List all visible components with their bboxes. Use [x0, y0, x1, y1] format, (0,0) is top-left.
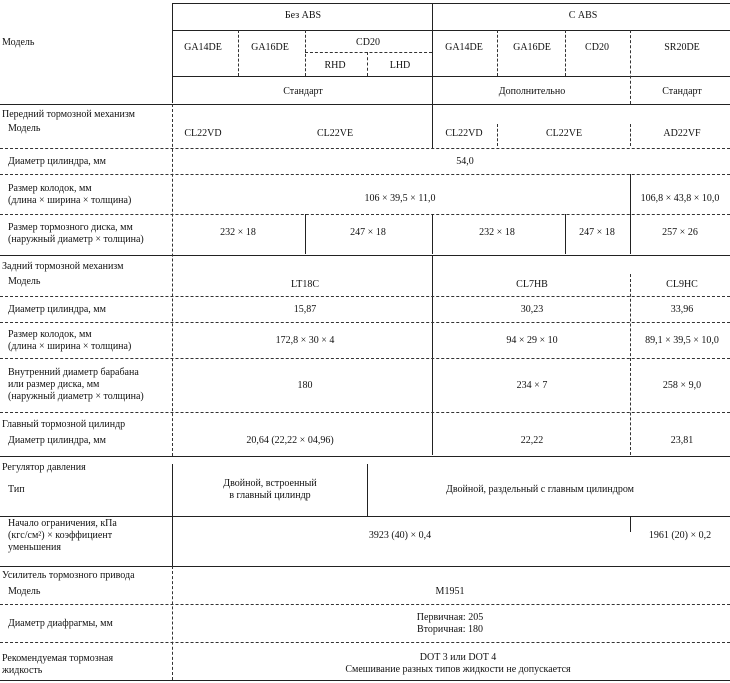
front-disc-3: 232 × 18: [479, 227, 515, 238]
regulator-limit-label-2: (кгс/см²) × коэффициент: [8, 530, 113, 541]
fluid-value-2: Смешивание разных типов жидкости не допускается: [345, 664, 571, 675]
standard-label-sr20: Стандарт: [662, 86, 702, 97]
rule: [630, 274, 631, 455]
rule: [630, 516, 631, 532]
rear-drum-3: 258 × 9,0: [662, 380, 702, 391]
front-pads-value-1: 106 × 39,5 × 11,0: [364, 193, 436, 204]
rule: [0, 680, 730, 681]
front-model-2: CL22VE: [316, 128, 354, 139]
front-pads-label-2: (длина × ширина × толщина): [8, 195, 132, 206]
regulator-type-2: Двойной, раздельный с главным цилиндром: [446, 484, 634, 495]
with-abs-heading: С ABS: [568, 10, 598, 21]
rear-section-title: Задний тормозной механизм: [2, 261, 124, 272]
rear-drum-label-3: (наружный диаметр × толщина): [8, 391, 144, 402]
front-model-4: CL22VE: [545, 128, 583, 139]
regulator-type-1b: в главный цилиндр: [229, 490, 311, 501]
rule: [0, 214, 730, 215]
regulator-section-title: Регулятор давления: [2, 462, 86, 473]
regulator-limit-1: 3923 (40) × 0,4: [368, 530, 432, 541]
diaphragm-secondary: Вторичная: 180: [417, 624, 483, 635]
engine-ga14de: GA14DE: [184, 42, 222, 53]
regulator-type-1a: Двойной, встроенный: [223, 478, 317, 489]
rule: [305, 214, 306, 254]
engine-cd20-abs: CD20: [585, 42, 609, 53]
front-cyl-value: 54,0: [456, 156, 474, 167]
rear-pads-1: 172,8 × 30 × 4: [275, 335, 335, 346]
fluid-value-1: DOT 3 или DOT 4: [419, 652, 497, 663]
fluid-label-1: Рекомендуемая тормозная: [2, 653, 114, 664]
master-section-title: Главный тормозной цилиндр: [2, 419, 126, 430]
rule: [172, 76, 730, 77]
booster-model-label: Модель: [8, 586, 41, 597]
rule: [0, 456, 730, 457]
no-abs-heading: Без ABS: [284, 10, 322, 21]
standard-label: Стандарт: [283, 86, 323, 97]
model-label: Модель: [2, 37, 35, 48]
engine-sr20de: SR20DE: [664, 42, 700, 53]
rear-cyl-2: 30,23: [520, 304, 544, 315]
rear-cyl-3: 33,96: [670, 304, 694, 315]
rule: [0, 604, 730, 605]
rule: [630, 30, 631, 104]
rear-model-1: LT18C: [291, 279, 319, 290]
rule: [172, 566, 173, 680]
rule: [565, 30, 566, 76]
rule: [630, 124, 631, 146]
rule: [305, 30, 306, 76]
front-model-5: AD22VF: [663, 128, 701, 139]
rear-model-label: Модель: [8, 276, 41, 287]
rule: [172, 104, 173, 456]
front-disc-5: 257 × 26: [662, 227, 698, 238]
front-disc-4: 247 × 18: [579, 227, 615, 238]
booster-model-value: M1951: [435, 586, 465, 597]
rule: [0, 255, 730, 256]
fluid-label-2: жидкость: [2, 665, 43, 676]
engine-rhd: RHD: [324, 60, 346, 71]
engine-ga16de-abs: GA16DE: [513, 42, 551, 53]
front-pads-label-1: Размер колодок, мм: [8, 183, 92, 194]
front-disc-2: 247 × 18: [350, 227, 386, 238]
optional-label: Дополнительно: [498, 86, 566, 97]
rear-drum-2: 234 × 7: [516, 380, 548, 391]
front-pads-value-2: 106,8 × 43,8 × 10,0: [640, 193, 720, 204]
booster-section-title: Усилитель тормозного привода: [2, 570, 135, 581]
rear-cyl-label: Диаметр цилиндра, мм: [8, 304, 106, 315]
engine-lhd: LHD: [389, 60, 411, 71]
rear-drum-label-1: Внутренний диаметр барабана: [8, 367, 139, 378]
rule: [367, 52, 368, 76]
front-model-label: Модель: [8, 123, 41, 134]
rule: [0, 566, 730, 567]
rear-pads-2: 94 × 29 × 10: [506, 335, 558, 346]
rear-pads-3: 89,1 × 39,5 × 10,0: [645, 335, 719, 346]
master-cyl-3: 23,81: [670, 435, 694, 446]
regulator-limit-2: 1961 (20) × 0,2: [648, 530, 712, 541]
engine-ga16de: GA16DE: [251, 42, 289, 53]
front-model-1: CL22VD: [184, 128, 222, 139]
rule: [497, 124, 498, 146]
rule: [172, 516, 173, 566]
rule: [0, 148, 730, 149]
regulator-type-label: Тип: [8, 484, 25, 495]
rule: [367, 464, 368, 516]
rule: [432, 214, 433, 254]
rear-model-2: CL7HB: [516, 279, 548, 290]
rule: [305, 52, 432, 53]
engine-ga14de-abs: GA14DE: [445, 42, 483, 53]
rule: [432, 3, 433, 148]
rear-pads-label-1: Размер колодок, мм: [8, 329, 92, 340]
rule: [0, 104, 730, 105]
rule: [0, 174, 730, 175]
front-cyl-label: Диаметр цилиндра, мм: [8, 156, 106, 167]
front-model-3: CL22VD: [445, 128, 483, 139]
engine-cd20: CD20: [356, 37, 380, 48]
rear-drum-label-2: или размер диска, мм: [8, 379, 100, 390]
rear-pads-label-2: (длина × ширина × толщина): [8, 341, 132, 352]
rule: [0, 358, 730, 359]
front-section-title: Передний тормозной механизм: [2, 109, 135, 120]
rule: [172, 30, 730, 31]
rule: [432, 255, 433, 455]
front-disc-label-1: Размер тормозного диска, мм: [8, 222, 133, 233]
regulator-limit-label-3: уменьшения: [8, 542, 61, 553]
rule: [0, 516, 730, 517]
rule: [565, 214, 566, 254]
rear-cyl-1: 15,87: [293, 304, 317, 315]
rule: [172, 464, 173, 516]
rule: [172, 3, 173, 103]
master-cyl-2: 22,22: [520, 435, 544, 446]
front-disc-label-2: (наружный диаметр × толщина): [8, 234, 144, 245]
rear-model-3: CL9HC: [666, 279, 698, 290]
rule: [0, 296, 730, 297]
master-cyl-label: Диаметр цилиндра, мм: [8, 435, 106, 446]
regulator-limit-label-1: Начало ограничения, кПа: [8, 518, 117, 529]
master-cyl-1: 20,64 (22,22 × 04,96): [246, 435, 334, 446]
rule: [0, 412, 730, 413]
rule: [172, 3, 730, 4]
rear-drum-1: 180: [297, 380, 313, 391]
diaphragm-primary: Первичная: 205: [416, 612, 484, 623]
rule: [497, 30, 498, 76]
rule: [238, 30, 239, 76]
rule: [0, 322, 730, 323]
front-disc-1: 232 × 18: [220, 227, 256, 238]
rule: [0, 642, 730, 643]
diaphragm-label: Диаметр диафрагмы, мм: [8, 618, 113, 629]
